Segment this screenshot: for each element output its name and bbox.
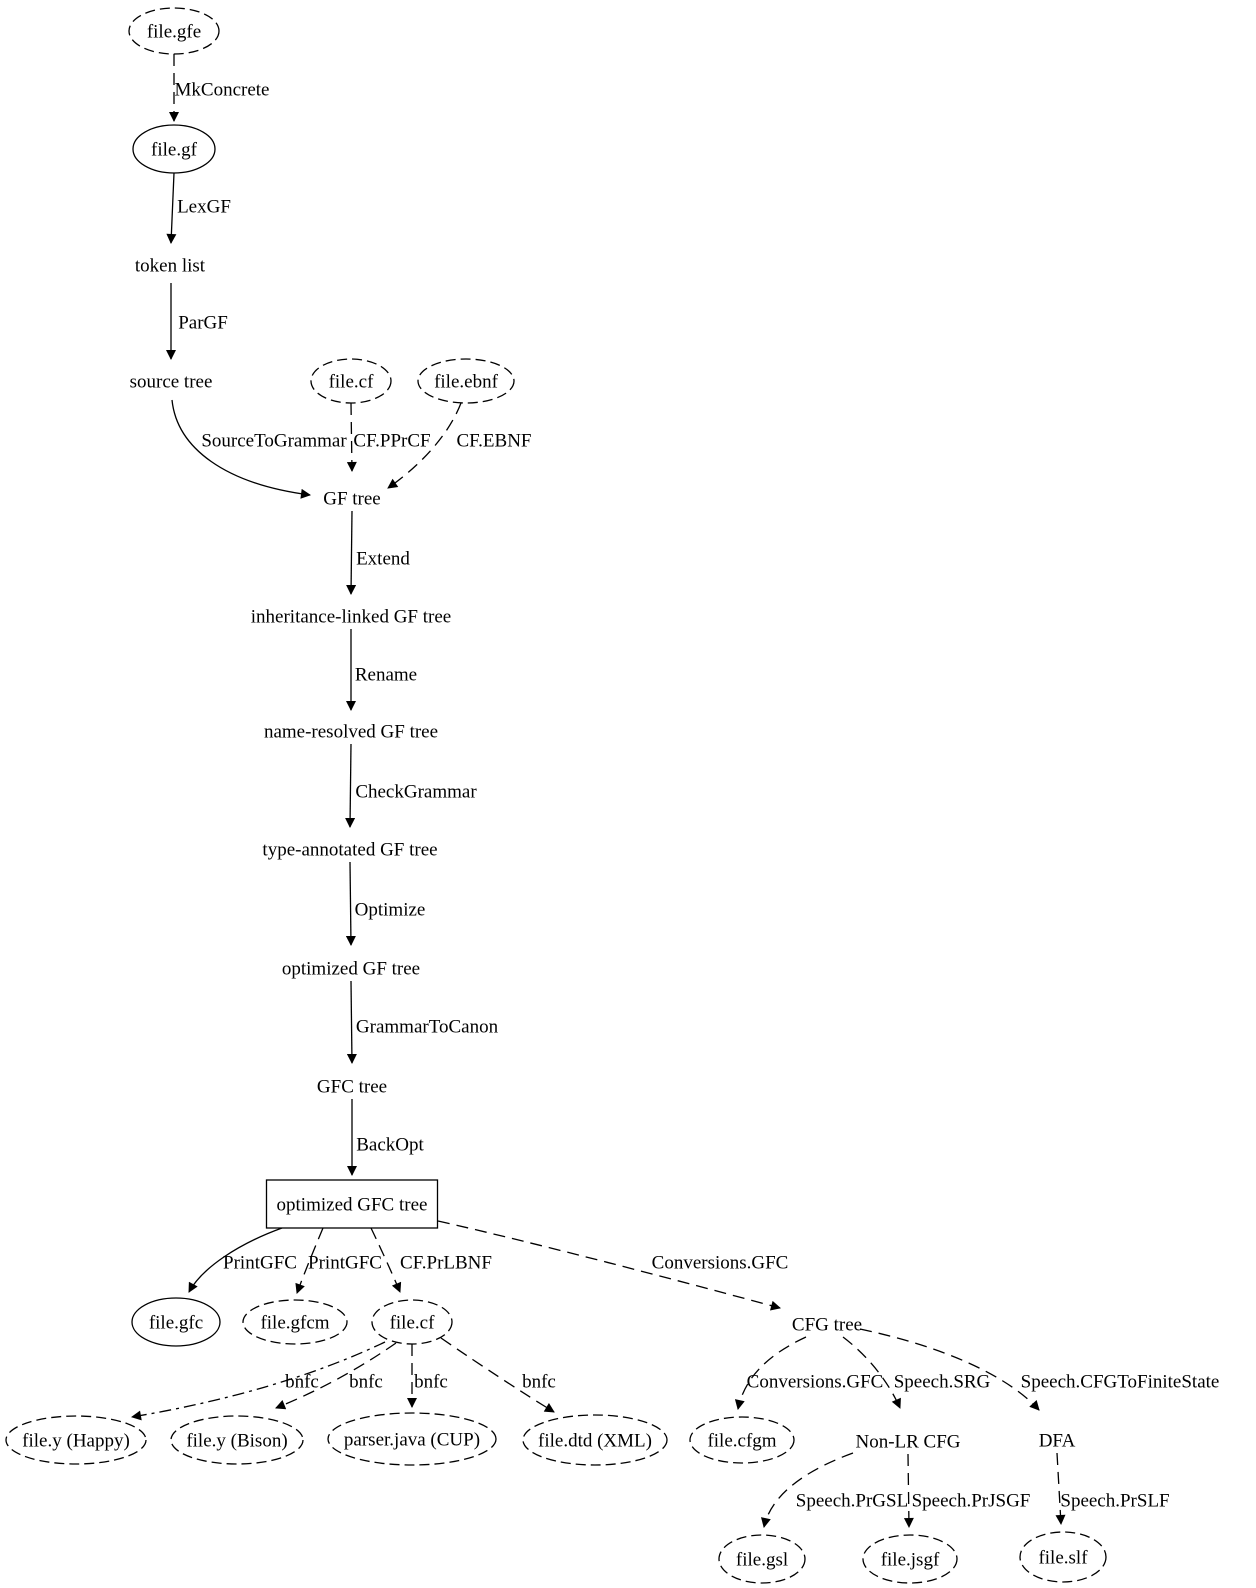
node-file-slf (1020, 1532, 1106, 1582)
node-label-token-list: token list (134, 255, 206, 277)
node-label-optimized-gfc-tree: optimized GFC tree (276, 1194, 428, 1216)
edge-label-speech-prjsgf: Speech.PrJSGF (911, 1490, 1031, 1512)
edge-line-optimize (350, 862, 351, 945)
edge-speech-cfgtofinitestate (860, 1329, 1219, 1410)
node-gf-tree (323, 489, 381, 510)
edge-label-cf-pprcf: CF.PPrCF (353, 430, 431, 452)
node-file-cf-bottom (372, 1300, 452, 1344)
node-source-tree (130, 372, 213, 393)
node-label-file-y-bison: file.y (Bison) (186, 1430, 288, 1452)
node-token-list (135, 256, 206, 277)
node-cfg-tree (792, 1315, 862, 1336)
edge-label-speech-srg: Speech.SRG (893, 1371, 991, 1393)
node-label-dfa: DFA (1038, 1430, 1076, 1452)
node-label-file-cfgm: file.cfgm (707, 1430, 777, 1452)
node-file-ebnf (418, 359, 514, 403)
edge-line-bnfc-happy (132, 1342, 385, 1417)
node-non-lr-cfg (855, 1432, 960, 1453)
node-file-dtd-xml (523, 1415, 667, 1465)
node-optimized-gfc-tree (267, 1180, 438, 1228)
edge-label-rename: Rename (354, 664, 418, 686)
edge-rename (351, 629, 417, 710)
edge-sourcetogrammar (172, 400, 347, 495)
node-label-type-annotated-gf-tree: type-annotated GF tree (262, 839, 438, 861)
edge-cf-prlbnf (371, 1228, 492, 1292)
node-file-gfcm (243, 1300, 347, 1344)
node-dfa (1039, 1431, 1076, 1452)
edge-cf-pprcf (351, 403, 431, 471)
edge-label-bnfc-happy: bnfc (285, 1371, 319, 1393)
edge-speech-prslf (1057, 1453, 1170, 1524)
edge-mkconcrete (174, 54, 269, 121)
edge-lexgf (171, 173, 231, 243)
edge-label-speech-prgsl: Speech.PrGSL (795, 1490, 909, 1512)
node-label-parser-java-cup: parser.java (CUP) (343, 1429, 481, 1451)
edge-backopt (352, 1099, 424, 1175)
node-file-cf-top (311, 359, 391, 403)
node-file-gfc (132, 1298, 220, 1346)
edge-bnfc-cup (412, 1344, 448, 1407)
edge-label-optimize: Optimize (354, 899, 426, 921)
edge-label-lexgf: LexGF (177, 196, 231, 218)
edge-conversions-gfc-2 (738, 1337, 883, 1409)
node-label-inheritance-linked-gf-tree: inheritance-linked GF tree (250, 606, 452, 628)
node-label-name-resolved-gf-tree: name-resolved GF tree (263, 721, 439, 743)
node-label-non-lr-cfg: Non-LR CFG (855, 1431, 961, 1453)
edge-grammartocanon (351, 981, 499, 1063)
edge-label-speech-prslf: Speech.PrSLF (1060, 1490, 1170, 1512)
node-gfc-tree (317, 1077, 387, 1098)
node-file-gf (133, 125, 215, 173)
node-file-cfgm (690, 1417, 794, 1463)
edge-label-mkconcrete: MkConcrete (174, 79, 270, 101)
node-file-gfe (129, 8, 219, 54)
node-file-gsl (719, 1535, 805, 1583)
node-label-cfg-tree: CFG tree (791, 1314, 863, 1336)
edge-extend (351, 511, 410, 594)
edge-pargf (171, 283, 228, 359)
node-file-y-bison (171, 1416, 303, 1464)
node-label-file-gfe: file.gfe (146, 21, 202, 43)
edge-label-backopt: BackOpt (356, 1134, 424, 1156)
node-label-file-ebnf: file.ebnf (434, 371, 498, 393)
edge-line-speech-cfgtofinitestate (860, 1329, 1039, 1410)
edge-label-printgfc-2: PrintGFC (308, 1252, 382, 1274)
edge-label-pargf: ParGF (178, 312, 228, 334)
edge-label-bnfc-dtd: bnfc (522, 1371, 556, 1393)
edge-line-cf-pprcf (351, 403, 352, 471)
node-label-gf-tree: GF tree (323, 488, 381, 510)
node-label-file-gsl: file.gsl (735, 1549, 789, 1571)
edge-label-grammartocanon: GrammarToCanon (355, 1016, 499, 1038)
node-name-resolved-gf-tree (264, 722, 438, 743)
node-file-y-happy (6, 1416, 146, 1464)
edge-line-extend (351, 511, 352, 594)
edge-label-bnfc-cup: bnfc (414, 1371, 448, 1393)
node-label-file-gfcm: file.gfcm (260, 1312, 330, 1334)
node-parser-java-cup (328, 1413, 496, 1465)
node-label-file-slf: file.slf (1038, 1547, 1088, 1569)
edge-label-bnfc-bison: bnfc (349, 1371, 383, 1393)
edge-speech-prgsl (764, 1453, 908, 1527)
edge-label-checkgrammar: CheckGrammar (355, 781, 477, 803)
edge-line-speech-prslf (1057, 1453, 1061, 1524)
edge-checkgrammar (350, 744, 477, 827)
node-label-file-jsgf: file.jsgf (880, 1549, 940, 1571)
node-label-file-cf-top: file.cf (328, 371, 374, 393)
node-label-file-gfc: file.gfc (148, 1312, 204, 1334)
edge-label-conversions-gfc-1: Conversions.GFC (651, 1252, 789, 1274)
edge-label-sourcetogrammar: SourceToGrammar (201, 430, 347, 452)
edge-printgfc-1 (189, 1228, 297, 1292)
node-label-file-y-happy: file.y (Happy) (22, 1430, 130, 1452)
node-type-annotated-gf-tree (262, 840, 437, 861)
edge-bnfc-happy (132, 1342, 385, 1417)
node-label-optimized-gf-tree: optimized GF tree (281, 958, 421, 980)
node-label-gfc-tree: GFC tree (316, 1076, 388, 1098)
node-label-file-gf: file.gf (151, 139, 197, 161)
edge-label-conversions-gfc-2: Conversions.GFC (746, 1371, 884, 1393)
edge-label-extend: Extend (356, 548, 410, 570)
node-label-file-dtd-xml: file.dtd (XML) (538, 1430, 652, 1452)
edge-line-grammartocanon (351, 981, 352, 1063)
node-label-file-cf-bottom: file.cf (389, 1312, 435, 1334)
node-label-source-tree: source tree (129, 371, 213, 393)
edge-line-lexgf (171, 173, 174, 243)
edge-optimize (350, 862, 425, 945)
edge-bnfc-dtd (441, 1338, 556, 1412)
edge-speech-prjsgf (908, 1454, 1030, 1527)
edge-printgfc-2 (297, 1228, 382, 1293)
edge-label-cf-ebnf: CF.EBNF (456, 430, 532, 452)
node-file-jsgf (863, 1535, 957, 1583)
edge-label-printgfc-1: PrintGFC (223, 1252, 297, 1274)
edge-line-checkgrammar (350, 744, 351, 827)
node-inheritance-linked-gf-tree (251, 607, 451, 628)
node-optimized-gf-tree (282, 959, 420, 980)
edge-label-speech-cfgtofinitestate: Speech.CFGToFiniteState (1020, 1371, 1220, 1393)
edge-label-cf-prlbnf: CF.PrLBNF (400, 1252, 492, 1274)
